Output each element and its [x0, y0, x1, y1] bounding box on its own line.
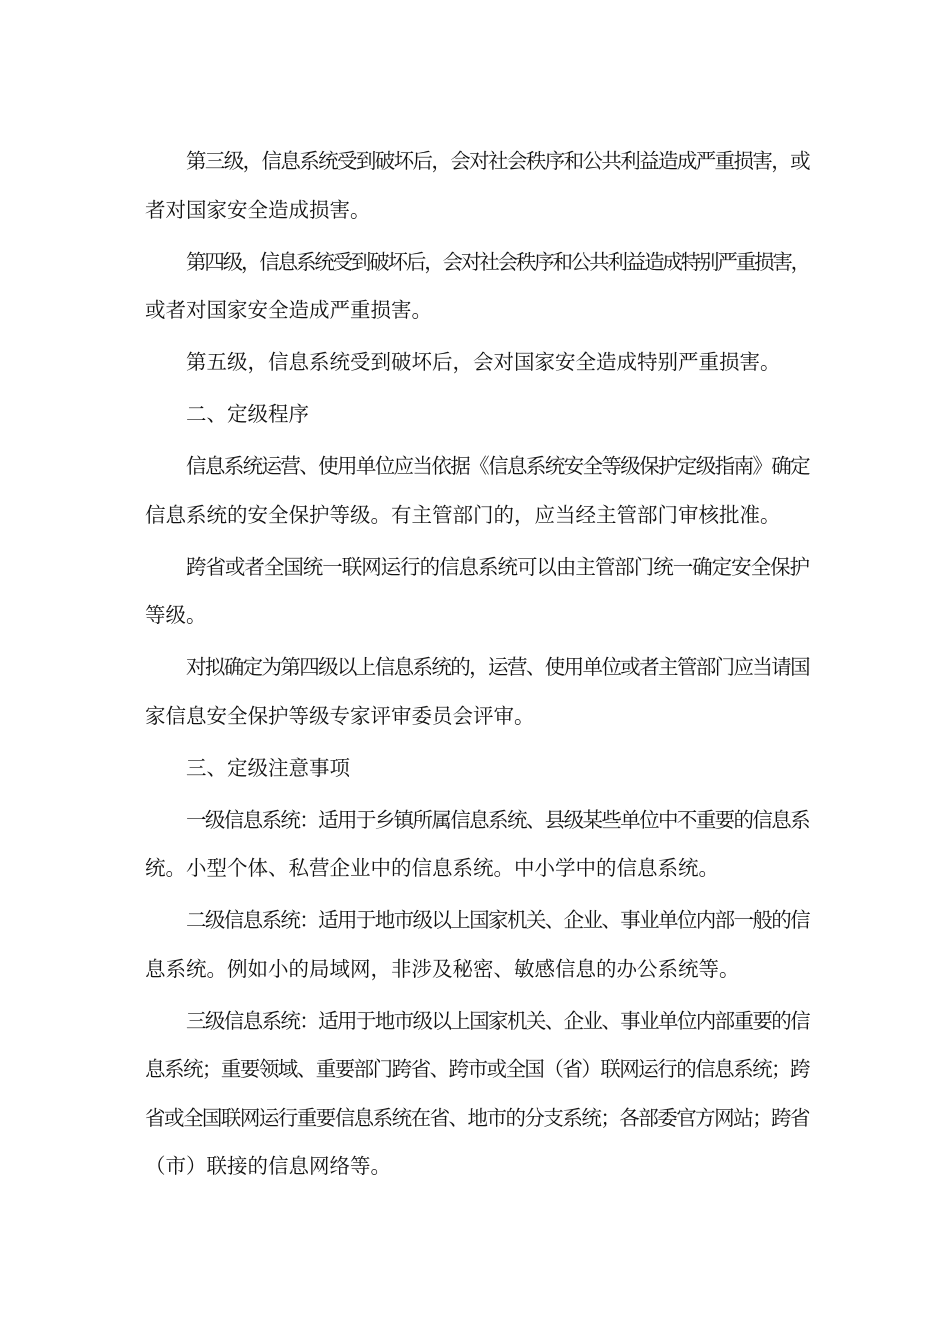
- paragraph-line: 信息系统运营、使用单位应当依据《信息系统安全等级保护定级指南》确定: [186, 454, 809, 478]
- paragraph-procedure-3: [145, 643, 809, 740]
- paragraph-line: 息系统。例如小的局域网，非涉及秘密、敏感信息的办公系统等。: [145, 956, 740, 981]
- paragraph-procedure-1: [145, 442, 809, 539]
- paragraph-line: 等级。: [145, 603, 207, 627]
- paragraph-line: 二级信息系统：适用于地市级以上国家机关、企业、事业单位内部一般的信: [186, 908, 809, 932]
- paragraph-note-2: [145, 896, 809, 993]
- paragraph-line: 第三级，信息系统受到破坏后，会对社会秩序和公共利益造成严重损害，或: [186, 149, 809, 173]
- paragraph-heading-2: [145, 390, 809, 439]
- document-page: [145, 137, 809, 1194]
- paragraph-line: 二、定级程序: [186, 402, 309, 426]
- paragraph-note-3: [145, 997, 809, 1191]
- paragraph-line: 信息系统的安全保护等级。有主管部门的，应当经主管部门审核批准。: [145, 502, 781, 527]
- paragraph-line: 者对国家安全造成损害。: [145, 197, 371, 222]
- paragraph-level-3: [145, 137, 809, 234]
- paragraph-line: 对拟确定为第四级以上信息系统的，运营、使用单位或者主管部门应当请国: [186, 655, 809, 679]
- paragraph-line: 或者对国家安全造成严重损害。: [145, 298, 432, 322]
- paragraph-line: 跨省或者全国统一联网运行的信息系统可以由主管部门统一确定安全保护: [186, 554, 809, 579]
- paragraph-line: 省或全国联网运行重要信息系统在省、地市的分支系统；各部委官方网站；跨省: [145, 1105, 809, 1130]
- paragraph-line: 息系统；重要领域、重要部门跨省、跨市或全国（省）联网运行的信息系统；跨: [145, 1057, 809, 1081]
- paragraph-line: 家信息安全保护等级专家评审委员会评审。: [145, 703, 535, 728]
- paragraph-level-5: [145, 338, 809, 387]
- paragraph-line: 第四级，信息系统受到破坏后，会对社会秩序和公共利益造成特别严重损害，: [186, 249, 809, 274]
- paragraph-procedure-2: [145, 543, 809, 640]
- paragraph-level-4: [145, 238, 809, 335]
- paragraph-note-1: [145, 796, 809, 893]
- paragraph-line: 第五级，信息系统受到破坏后，会对国家安全造成特别严重损害。: [186, 350, 781, 374]
- paragraph-heading-3: [145, 744, 809, 793]
- paragraph-line: 三级信息系统：适用于地市级以上国家机关、企业、事业单位内部重要的信: [186, 1008, 809, 1033]
- paragraph-line: （市）联接的信息网络等。: [145, 1154, 391, 1178]
- paragraph-line: 统。小型个体、私营企业中的信息系统。中小学中的信息系统。: [145, 856, 719, 880]
- paragraph-line: 三、定级注意事项: [186, 755, 350, 780]
- paragraph-line: 一级信息系统：适用于乡镇所属信息系统、县级某些单位中不重要的信息系: [186, 807, 809, 832]
